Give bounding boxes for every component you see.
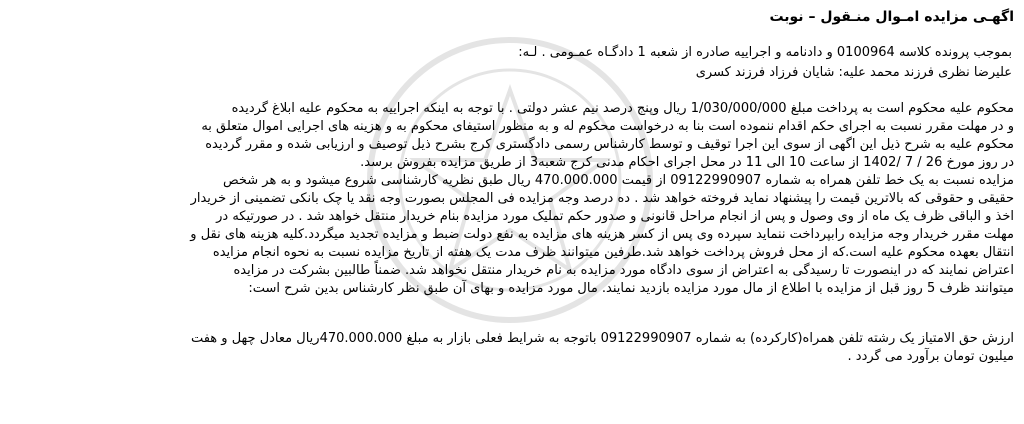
body-line: مهلت مقرر خریدار وجه مزایده رابپرداخت ننماید سپرده وی پس از کسر هزینه های مزایده به نفع دولت ضبط و مزایده تجدید میگردد.کلیه هزینه های نقل و (190, 227, 1014, 242)
body-line: میتوانند ظرف 5 روز قبل از مزایده با اطلاع از مال مورد مزایده بازدید نمایند. مال مورد مزایده و بهای آن طبق نظر کارشناس بدین شرح است: (248, 281, 1014, 296)
parties-line: علیرضا نظری فرزند محمد علیه: شایان فرزاد فرزند کسری (695, 65, 1012, 80)
case-header-line: بموجب پرونده کلاسه 0100964 و دادنامه و اجراییه صادره از شعبه 1 دادگـاه عمـومی . لـه: (518, 45, 1012, 60)
body-line: محکوم علیه به شرح ذیل این اگهی از سوی این اجرا توقیف و توسط کارشناس رسمی دادگستری کرج بشرح ذیل توصیف و ارزیابی شده و مقرر گردیده (205, 137, 1014, 152)
notice-title: اگهـی مزایده امـوال منـقول – نوبت (769, 9, 1014, 25)
body-line: اعتراض نمایند که در اینصورت تا رسیدگی به اعتراض از سوی دادگاه مورد مزایده به نام خریدار منتقل نخواهد شد. ضمناً طالبین بشرکت در مزایده (233, 263, 1014, 278)
body-line: اخذ و الباقی ظرف یک ماه از وی وصول و پس از انجام مراحل قانونی و صدور حکم تملیک مورد مزایده بنام خریدار منتقل خواهد شد . در صورتیکه در (216, 209, 1014, 224)
body-line: و در مهلت مقرر نسبت به اجرای حکم اقدام ننموده است بنا به درخواست محکوم له و به منظور استیفای محکوم به و هزینه های اجرایی اموال متعلق به (201, 119, 1014, 134)
body-line: محکوم علیه محکوم است به پرداخت مبلغ 1/030/000/000 ریال وپنج درصد نیم عشر دولتی . با توجه به اینکه اجراییه به محکوم علیه ابلاغ گردیده (231, 101, 1014, 116)
body-line: انتقال بعهده محکوم علیه است.که از محل فروش پرداخت خواهد شد.طرفین میتوانند ظرف مدت یک هفته از تاریخ مزایده نسبت به نحوه انجام مزایده (212, 245, 1014, 260)
item-description-line: میلیون تومان برآورد می گردد . (847, 349, 1014, 364)
body-line: در روز مورخ 26 / 7 /1402 از ساعت 10 الی 11 در محل اجرای احکام مدنی کرج شعبه3 از طریق مزایده بفروش برسد. (360, 155, 1014, 170)
item-description-line: ارزش حق الامتیاز یک رشته تلفن همراه(کارکرده) به شماره 09122990907 باتوجه به شرایط فعلی بازار به مبلغ 470.000.000ریال معادل چهل و هفت (190, 331, 1014, 346)
body-line: حقیقی و حقوقی که بالاترین قیمت را پیشنهاد نماید فروخته خواهد شد . ده درصد وجه مزایده فی المجلس بصورت وجه نقد یا چک بانکی تضمینی از خریدار (190, 191, 1014, 206)
body-line: مزایده نسبت به یک خط تلفن همراه به شماره 09122990907 از قیمت 470.000.000 ریال طبق نظریه کارشناسی شروع میشود و به هر شخص (222, 173, 1014, 188)
